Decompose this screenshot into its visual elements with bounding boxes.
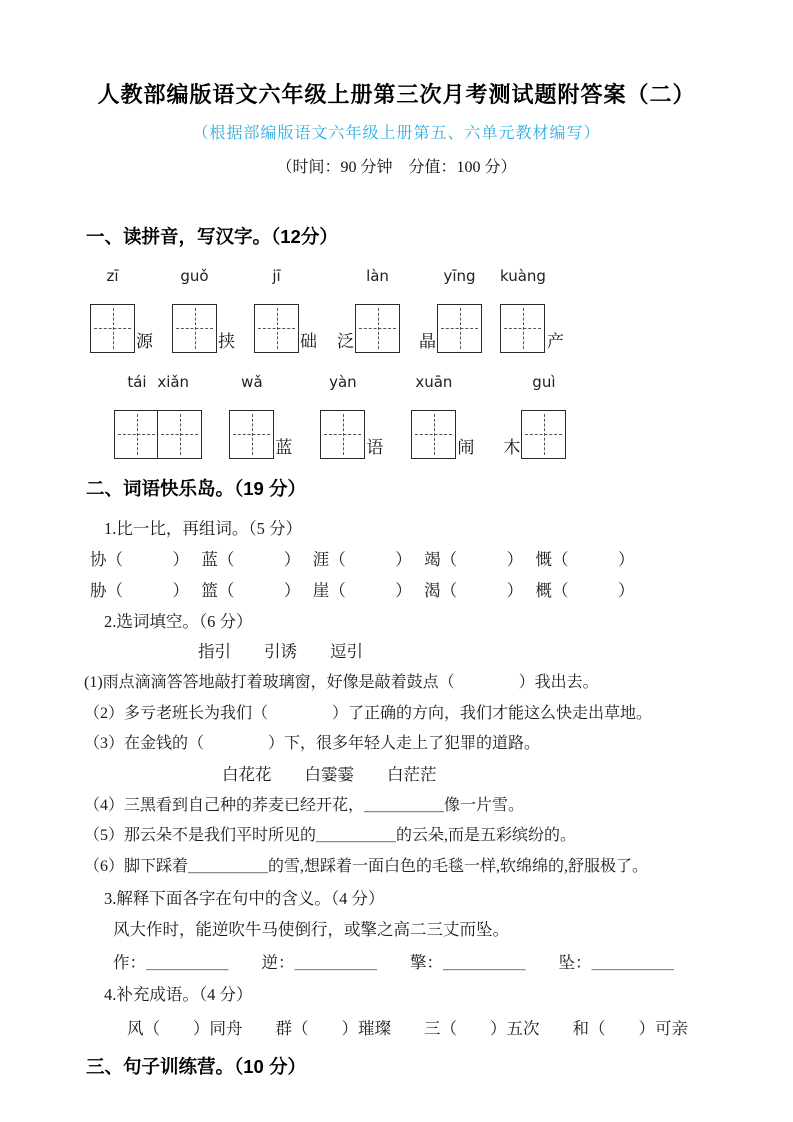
pinyin-label: làn <box>366 266 389 285</box>
pinyin-hanzi-row-2 <box>114 373 793 459</box>
hanzi-box-group <box>320 373 384 459</box>
q4-idiom-line: 风（ ）同舟 群（ ）璀璨 三（ ）五次 和（ ）可亲 <box>127 1018 688 1038</box>
pinyin-label: xuān <box>415 372 453 391</box>
pinyin-label: zī <box>106 266 119 285</box>
q2-label: 2.选词填空。（6 分） <box>104 611 253 631</box>
pinyin-label: jī <box>272 266 281 285</box>
doc-subtitle: （根据部编版语文六年级上册第五、六单元教材编写） <box>192 125 601 142</box>
tianzige-box <box>254 304 299 353</box>
hanzi-box-group <box>418 267 482 353</box>
tianzige-box <box>320 410 365 459</box>
pinyin-hanzi-row-1 <box>90 267 793 353</box>
pinyin-label: kuàng <box>500 266 546 285</box>
doc-title: 人教部编版语文六年级上册第三次月考测试题附答案（二） <box>97 82 696 107</box>
fill-blank-item-6: （6）脚下踩着＿＿＿＿＿的雪,想踩着一面白色的毛毯一样,软绵绵的,舒服极了。 <box>84 858 649 876</box>
doc-meta-time-score: （时间：90 分钟 分值：100 分） <box>276 158 517 176</box>
q4-label: 4.补充成语。（4 分） <box>104 985 253 1005</box>
pinyin-label: guì <box>532 372 556 391</box>
q3-label: 3.解释下面各字在句中的含义。（4 分） <box>104 889 385 908</box>
fill-blank-item-4: （4）三黑看到自己种的荞麦已经开花，＿＿＿＿＿像一片雪。 <box>84 796 525 814</box>
hanzi-box-group <box>336 267 400 353</box>
fill-blank-item-2: （2）多亏老班长为我们（ ）了正确的方向，我们才能这么快走出草地。 <box>84 704 653 722</box>
fill-blank-item-1: (1)雨点滴滴答答地敲打着玻璃窗，好像是敲着鼓点（ ）我出去。 <box>84 673 599 691</box>
pinyin-label: tái xiǎn <box>127 372 190 391</box>
tianzige-box <box>157 410 202 459</box>
hanzi-box-group <box>502 373 566 459</box>
hanzi-hint: 挟 <box>218 331 235 351</box>
hanzi-hint: 蓝 <box>275 437 293 457</box>
hanzi-box-group <box>90 267 154 353</box>
pinyin-label: yàn <box>329 372 357 391</box>
hanzi-box-group <box>500 267 565 353</box>
hanzi-hint: 源 <box>136 331 153 351</box>
section2-heading: 二、词语快乐岛。（19 分） <box>86 477 306 499</box>
hanzi-box-group <box>229 373 293 459</box>
fill-blank-item-5: （5）那云朵不是我们平时所见的＿＿＿＿＿的云朵,而是五彩缤纷的。 <box>84 827 577 845</box>
q2-word-options-1: 指引 引诱 逗引 <box>198 642 363 662</box>
hanzi-box-group <box>172 267 236 353</box>
pinyin-label: yīng <box>443 266 476 285</box>
tianzige-box <box>411 410 456 459</box>
fill-blank-item-3: （3）在金钱的（ ）下，很多年轻人走上了犯罪的道路。 <box>84 735 541 753</box>
hanzi-hint: 语 <box>366 437 384 457</box>
hanzi-box-group <box>411 373 475 459</box>
q1-label: 1.比一比，再组词。（5 分） <box>104 518 302 538</box>
hanzi-hint: 产 <box>546 331 564 351</box>
hanzi-hint: 泛 <box>337 331 354 351</box>
hanzi-box-group <box>254 267 318 353</box>
section3-heading: 三、句子训练营。（10 分） <box>86 1056 306 1078</box>
pinyin-label: wǎ <box>241 372 263 391</box>
tianzige-box <box>90 304 135 353</box>
tianzige-box <box>172 304 217 353</box>
hanzi-hint: 础 <box>300 331 317 351</box>
q1-word-pairs-line2: 胁（ ） 篮（ ） 崖（ ） 渴（ ） 概（ ） <box>90 581 635 601</box>
pinyin-label: guǒ <box>180 266 209 285</box>
tianzige-box <box>355 304 400 353</box>
section1-heading: 一、读拼音，写汉字。（12分） <box>86 225 338 247</box>
hanzi-hint: 闹 <box>457 437 475 457</box>
hanzi-hint: 木 <box>503 437 521 457</box>
q3-sentence: 风大作时，能逆吹牛马使倒行，或擎之高二三丈而坠。 <box>113 920 509 940</box>
tianzige-box <box>437 304 482 353</box>
tianzige-box <box>114 410 159 459</box>
hanzi-hint: 晶 <box>419 331 436 351</box>
tianzige-box <box>229 410 274 459</box>
tianzige-box <box>521 410 566 459</box>
q2-word-options-2: 白花花 白霎霎 白茫茫 <box>222 765 437 785</box>
q1-word-pairs-line1: 协（ ） 蓝（ ） 涯（ ） 竭（ ） 慨（ ） <box>90 550 635 570</box>
hanzi-box-group <box>114 373 202 459</box>
tianzige-box <box>500 304 545 353</box>
q3-definition-blanks: 作：＿＿＿＿＿ 逆：＿＿＿＿＿ 擎：＿＿＿＿＿ 坠：＿＿＿＿＿ <box>113 952 674 972</box>
